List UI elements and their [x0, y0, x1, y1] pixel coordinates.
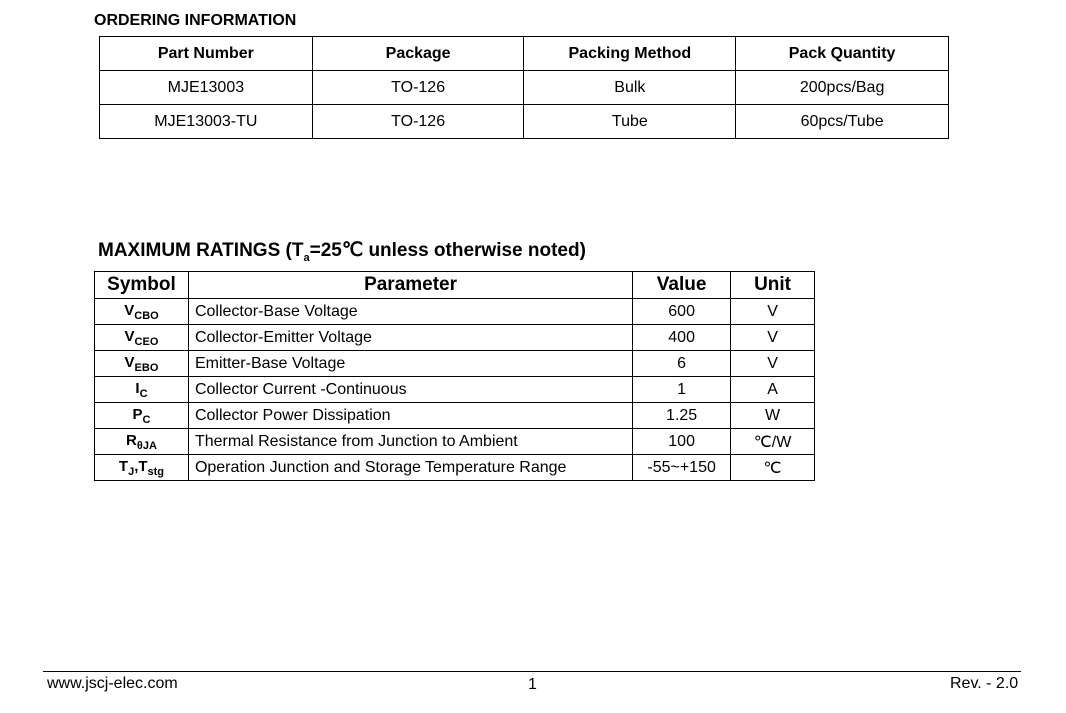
- symbol-subscript: θJA: [136, 439, 157, 452]
- revision-label: Rev. - 2.0: [950, 675, 1019, 692]
- column-header-pack-quantity: Pack Quantity: [736, 37, 949, 71]
- table-row: [95, 455, 815, 481]
- symbol-subscript: CEO: [134, 335, 159, 348]
- column-header-unit: Unit: [731, 272, 815, 299]
- unit-cell: ℃/W: [731, 429, 815, 455]
- part-number-cell: MJE13003: [100, 71, 313, 105]
- package-cell: TO-126: [312, 105, 524, 139]
- table-row: [95, 377, 815, 403]
- table-row: [95, 429, 815, 455]
- symbol-cell: [95, 325, 189, 351]
- value-cell: -55~+150: [633, 455, 731, 481]
- footer-website: www.jscj-elec.com: [47, 675, 178, 692]
- value-cell: 1: [633, 377, 731, 403]
- parameter-cell: Collector-Emitter Voltage: [188, 325, 632, 351]
- symbol-subscript: EBO: [134, 361, 159, 374]
- part-number-cell: MJE13003-TU: [100, 105, 313, 139]
- symbol-letter: V: [124, 301, 135, 319]
- value-cell: 400: [633, 325, 731, 351]
- column-header-package: Package: [312, 37, 524, 71]
- pack-quantity-cell: 60pcs/Tube: [736, 105, 949, 139]
- symbol-subscript: C: [142, 413, 151, 426]
- symbol-cell: [95, 429, 189, 455]
- symbol-letter: V: [124, 353, 135, 371]
- symbol-letter: T: [118, 457, 129, 475]
- column-header-parameter: Parameter: [188, 272, 632, 299]
- heading-text: MAXIMUM RATINGS (T: [98, 240, 304, 261]
- page-number: 1: [528, 676, 537, 693]
- unit-cell: V: [731, 325, 815, 351]
- symbol-cell: [95, 377, 189, 403]
- pack-quantity-cell: 200pcs/Bag: [736, 71, 949, 105]
- packing-method-cell: Tube: [524, 105, 736, 139]
- symbol-subscript: C: [139, 387, 148, 400]
- table-header-row: [100, 37, 949, 71]
- unit-cell: ℃: [731, 455, 815, 481]
- column-header-part-number: Part Number: [100, 37, 313, 71]
- column-header-packing-method: Packing Method: [524, 37, 736, 71]
- symbol-cell: [95, 455, 189, 481]
- ordering-information-table: [99, 36, 949, 139]
- symbol-letter: P: [132, 405, 143, 423]
- value-cell: 1.25: [633, 403, 731, 429]
- packing-method-cell: Bulk: [524, 71, 736, 105]
- symbol-letter: V: [124, 327, 135, 345]
- parameter-cell: Collector Current -Continuous: [188, 377, 632, 403]
- table-row: [95, 299, 815, 325]
- table-header-row: [95, 272, 815, 299]
- parameter-cell: Collector Power Dissipation: [188, 403, 632, 429]
- footer-divider: [43, 671, 1021, 672]
- symbol-subscript: stg: [147, 465, 165, 478]
- symbol-letter: ,T: [134, 457, 148, 475]
- parameter-cell: Operation Junction and Storage Temperature Range: [188, 455, 632, 481]
- value-cell: 6: [633, 351, 731, 377]
- symbol-subscript: CBO: [134, 309, 159, 322]
- table-row: [100, 71, 949, 105]
- column-header-symbol: Symbol: [95, 272, 189, 299]
- table-row: [95, 325, 815, 351]
- symbol-cell: [95, 299, 189, 325]
- symbol-cell: [95, 351, 189, 377]
- parameter-cell: Thermal Resistance from Junction to Ambient: [188, 429, 632, 455]
- parameter-cell: Emitter-Base Voltage: [188, 351, 632, 377]
- table-row: [95, 403, 815, 429]
- heading-subscript: a: [303, 251, 310, 264]
- symbol-letter: I: [135, 379, 140, 397]
- unit-cell: V: [731, 299, 815, 325]
- table-row: [95, 351, 815, 377]
- symbol-letter: R: [126, 431, 137, 449]
- heading-text: =25℃ unless otherwise noted): [309, 240, 586, 261]
- value-cell: 100: [633, 429, 731, 455]
- maximum-ratings-heading: [98, 239, 586, 264]
- unit-cell: A: [731, 377, 815, 403]
- ordering-information-heading: ORDERING INFORMATION: [94, 12, 297, 29]
- column-header-value: Value: [633, 272, 731, 299]
- value-cell: 600: [633, 299, 731, 325]
- table-row: [100, 105, 949, 139]
- symbol-cell: [95, 403, 189, 429]
- unit-cell: V: [731, 351, 815, 377]
- unit-cell: W: [731, 403, 815, 429]
- symbol-subscript: J: [128, 465, 135, 478]
- package-cell: TO-126: [312, 71, 524, 105]
- maximum-ratings-table: [94, 271, 815, 481]
- parameter-cell: Collector-Base Voltage: [188, 299, 632, 325]
